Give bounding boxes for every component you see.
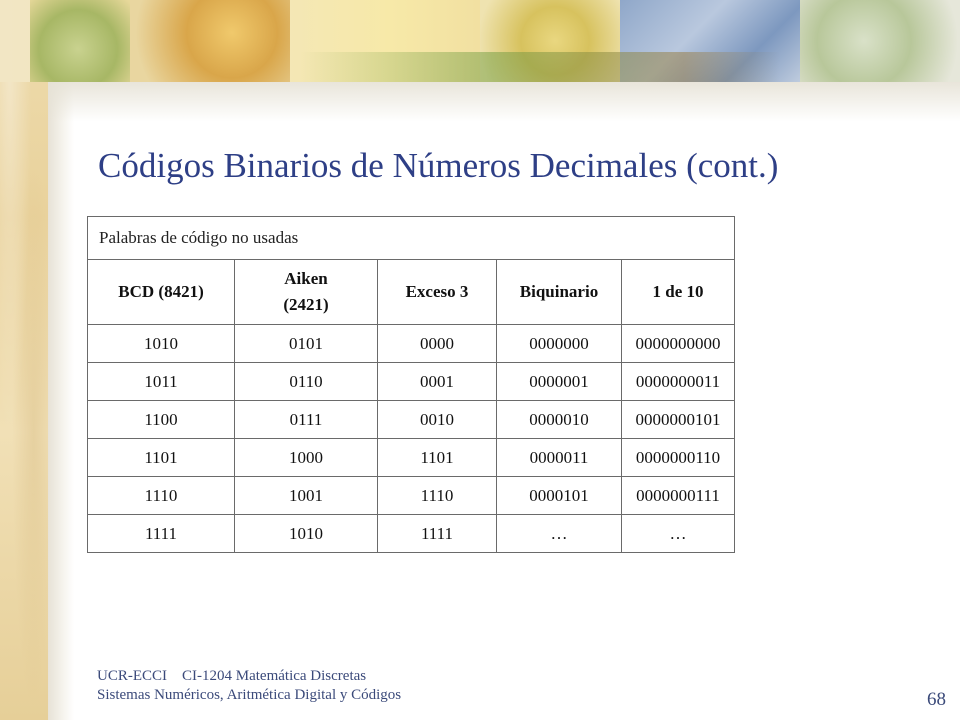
slide-footer (97, 667, 401, 705)
table-cell: … (622, 515, 735, 553)
column-header-exceso-3: Exceso 3 (378, 260, 497, 325)
table-cell: 1110 (88, 477, 235, 515)
table-cell: 0000011 (497, 439, 622, 477)
table-cell: 0000000000 (622, 325, 735, 363)
table-cell: 1010 (235, 515, 378, 553)
column-header-1-de-10: 1 de 10 (622, 260, 735, 325)
table-cell: 0010 (378, 401, 497, 439)
column-header-aiken: Aiken (2421) (235, 260, 378, 325)
table-cell: … (497, 515, 622, 553)
table-caption: Palabras de código no usadas (88, 217, 735, 260)
banner-tile (130, 0, 300, 82)
table-cell: 0000000111 (622, 477, 735, 515)
table-cell: 0000001 (497, 363, 622, 401)
table-cell: 1011 (88, 363, 235, 401)
table-cell: 0110 (235, 363, 378, 401)
table-row (88, 515, 735, 553)
table-cell: 1010 (88, 325, 235, 363)
table-cell: 0101 (235, 325, 378, 363)
footer-institution: UCR-ECCI (97, 668, 168, 684)
footer-line-1 (97, 667, 401, 686)
banner-tile (800, 0, 960, 82)
column-header-bcd: BCD (8421) (88, 260, 235, 325)
banner-shadow (48, 82, 960, 122)
table-caption-row (88, 217, 735, 260)
table-cell: 0000000 (497, 325, 622, 363)
table-row (88, 325, 735, 363)
table-cell: 0000 (378, 325, 497, 363)
left-decorative-band (0, 0, 48, 720)
table-cell: 1110 (378, 477, 497, 515)
table-cell: 1111 (378, 515, 497, 553)
slide-title: Códigos Binarios de Números Decimales (cont.) (98, 146, 779, 185)
table-cell: 1100 (88, 401, 235, 439)
table-cell: 0000000011 (622, 363, 735, 401)
table-cell: 1101 (88, 439, 235, 477)
table-row (88, 477, 735, 515)
table-row (88, 439, 735, 477)
table-cell: 1111 (88, 515, 235, 553)
table-row (88, 363, 735, 401)
footer-course: CI-1204 Matemática Discretas (182, 668, 367, 684)
top-decorative-banner (0, 0, 960, 82)
page-number: 68 (927, 689, 946, 710)
table-cell: 1000 (235, 439, 378, 477)
table-row (88, 401, 735, 439)
table-cell: 0111 (235, 401, 378, 439)
unused-codewords-table (87, 216, 735, 553)
banner-foliage (300, 52, 780, 82)
table-header-row (88, 260, 735, 325)
table-cell: 0000000101 (622, 401, 735, 439)
footer-topic: Sistemas Numéricos, Aritmética Digital y Códigos (97, 687, 402, 703)
table-cell: 1101 (378, 439, 497, 477)
table-cell: 0001 (378, 363, 497, 401)
column-header-biquinario: Biquinario (497, 260, 622, 325)
table-cell: 0000000110 (622, 439, 735, 477)
table-cell: 1001 (235, 477, 378, 515)
table-cell: 0000101 (497, 477, 622, 515)
table-cell: 0000010 (497, 401, 622, 439)
